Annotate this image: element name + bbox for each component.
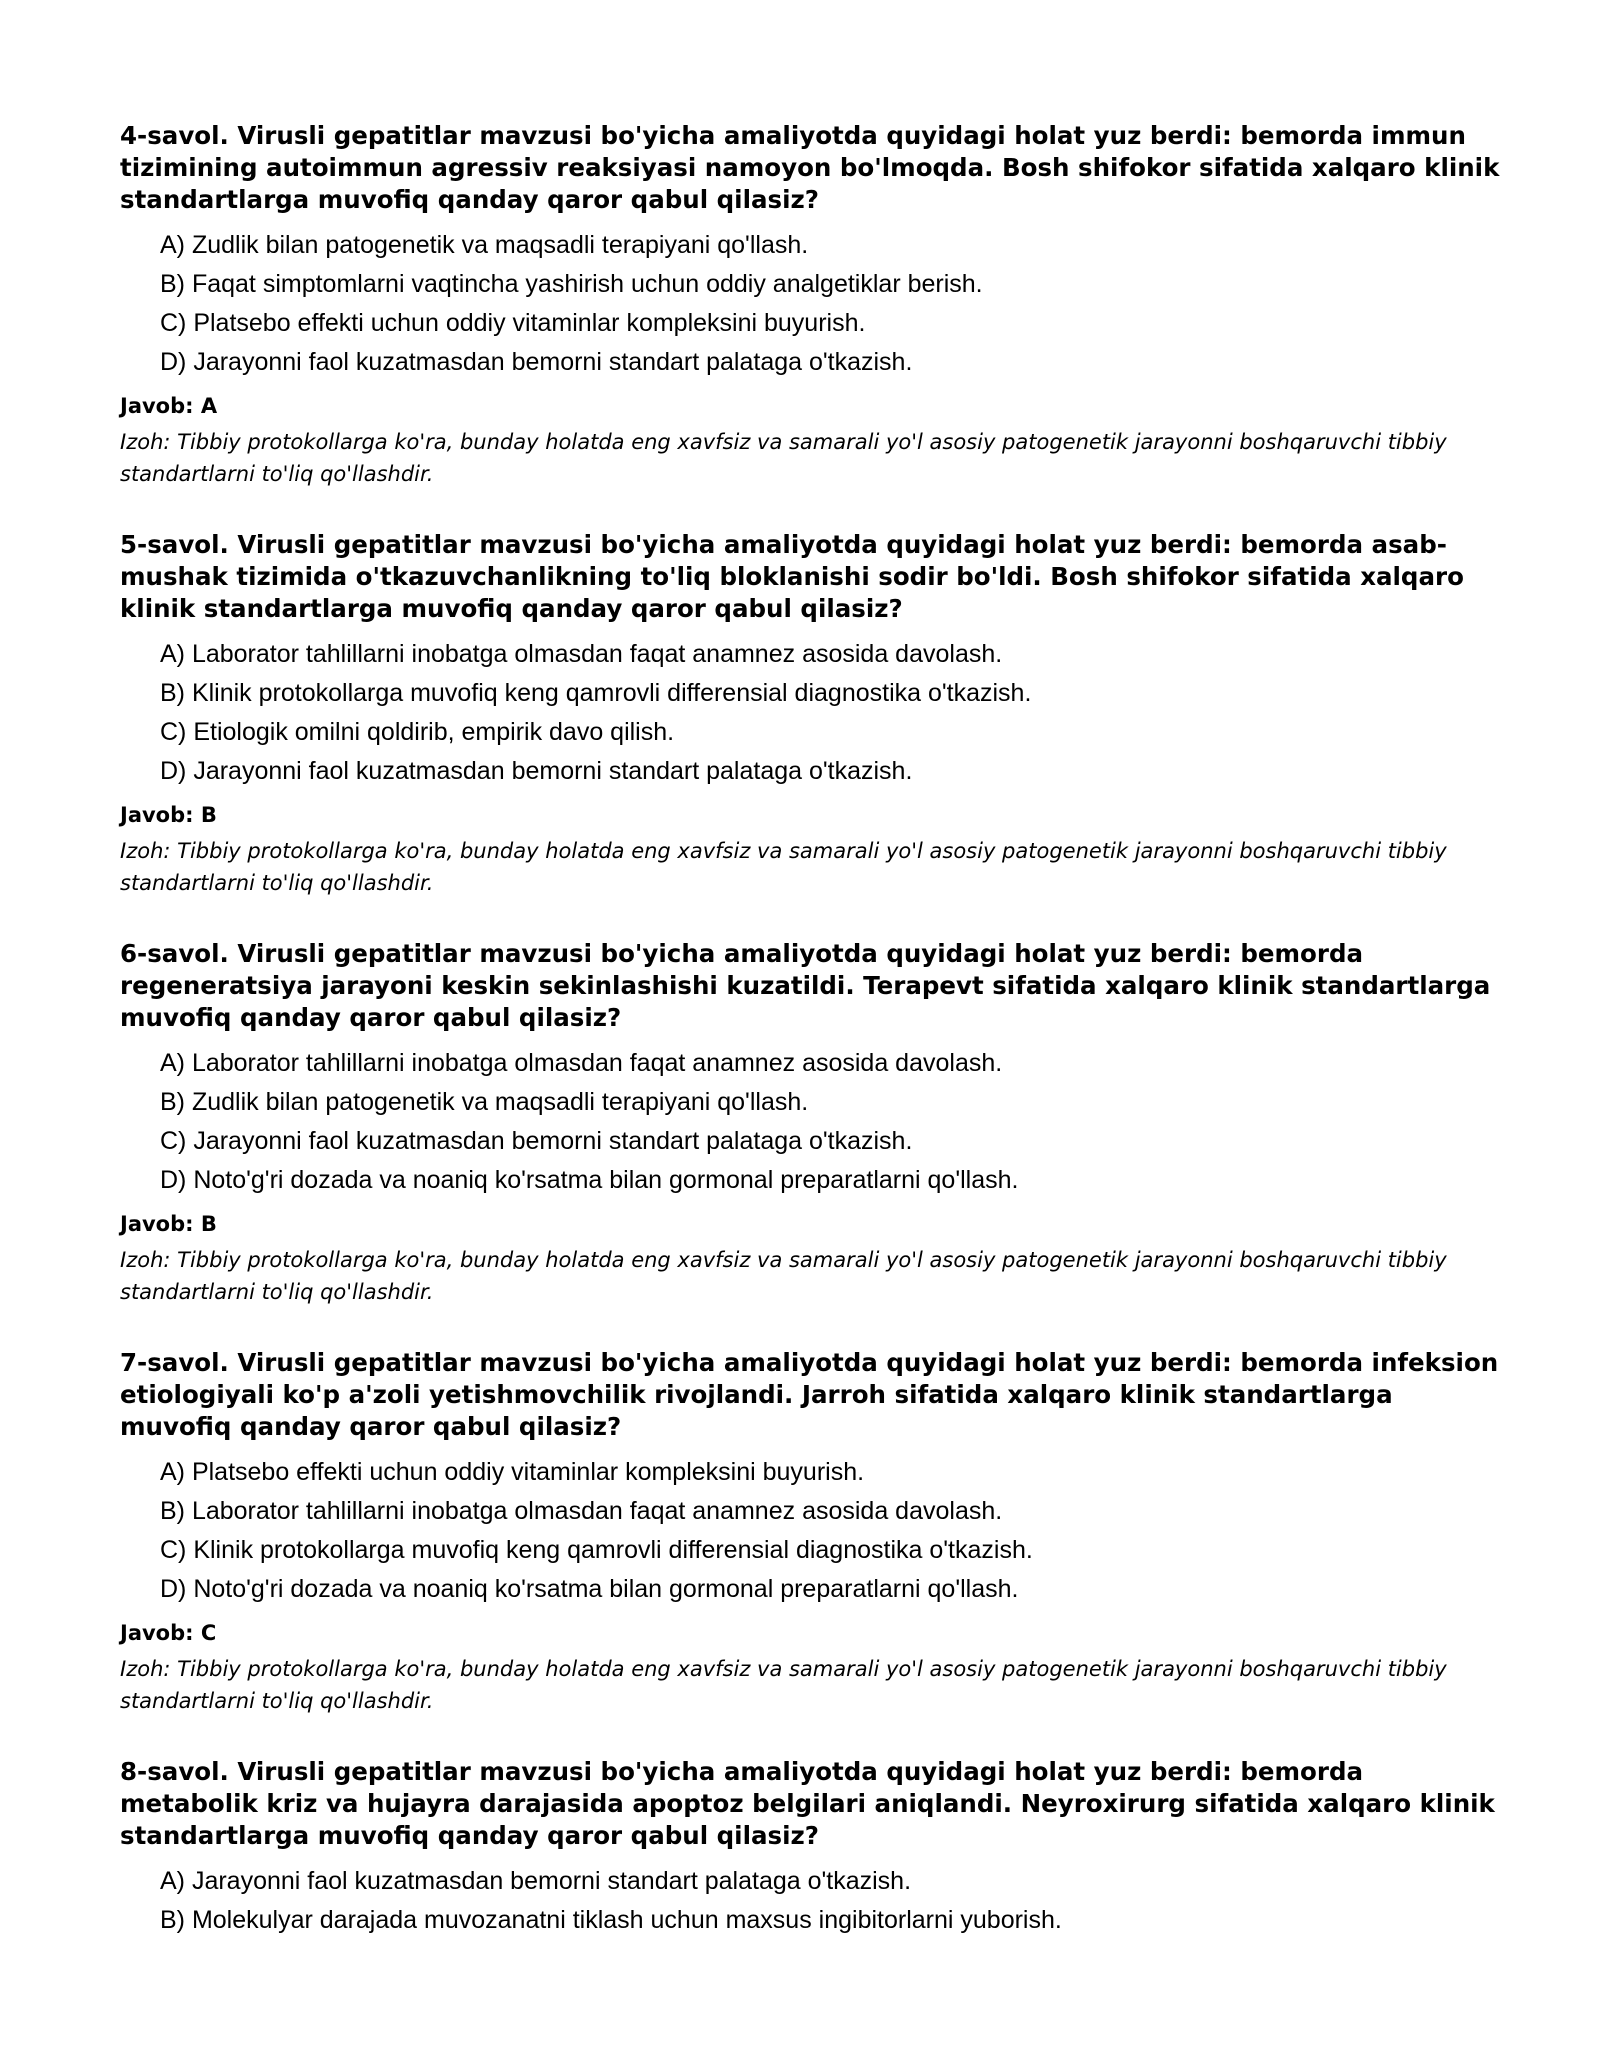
question-title: 7-savol. Virusli gepatitlar mavzusi bo'yicha amaliyotda quyidagi holat yuz berdi: bemorda infeksion etiologiyali ko'p a'zoli yetishmovchilik rivojlandi. Jarroh sifatida xalqaro klinik standartlarga muvofiq qanday qaror qabul qilasiz? [120,1348,1499,1441]
question-title: 8-savol. Virusli gepatitlar mavzusi bo'yicha amaliyotda quyidagi holat yuz berdi: bemorda metabolik kriz va hujayra darajasida apoptoz belgilari aniqlandi. Neyroxirurg sifatida xalqaro klinik standartlarga muvofiq qanday qaror qabul qilasiz? [120,1757,1495,1850]
options-list [120,1862,1500,1940]
option-a: A) Jarayonni faol kuzatmasdan bemorni standart palataga o'tkazish. [160,1867,912,1895]
option-a: A) Laborator tahlillarni inobatga olmasdan faqat anamnez asosida davolash. [160,640,1003,668]
option-b: B) Klinik protokollarga muvofiq keng qamrovli differensial diagnostika o'tkazish. [160,679,1032,707]
question-8 [120,1756,1500,1940]
question-title: 6-savol. Virusli gepatitlar mavzusi bo'yicha amaliyotda quyidagi holat yuz berdi: bemorda regeneratsiya jarayoni keskin sekinlashishi kuzatildi. Terapevt sifatida xalqaro klinik standartlarga muvofiq qanday qaror qabul qilasiz? [120,939,1491,1032]
document-page [120,120,1500,1979]
options-list [120,635,1500,791]
option-a: A) Laborator tahlillarni inobatga olmasdan faqat anamnez asosida davolash. [160,1049,1003,1077]
answer-label: Javob: C [120,1621,217,1645]
answer-label: Javob: B [120,1212,217,1236]
question-5 [120,529,1500,899]
option-d: D) Jarayonni faol kuzatmasdan bemorni standart palataga o'tkazish. [160,348,913,376]
explanation-note: Izoh: Tibbiy protokollarga ko'ra, bunday holatda eng xavfsiz va samarali yo'l asosiy patogenetik jarayonni boshqaruvchi tibbiy standartlarni to'liq qo'llashdir. [120,1248,1447,1304]
explanation-note: Izoh: Tibbiy protokollarga ko'ra, bunday holatda eng xavfsiz va samarali yo'l asosiy patogenetik jarayonni boshqaruvchi tibbiy standartlarni to'liq qo'llashdir. [120,430,1447,486]
question-title: 5-savol. Virusli gepatitlar mavzusi bo'yicha amaliyotda quyidagi holat yuz berdi: bemorda asab-mushak tizimida o'tkazuvchanlikning to'liq bloklanishi sodir bo'ldi. Bosh shifokor sifatida xalqaro klinik standartlarga muvofiq qanday qaror qabul qilasiz? [120,530,1464,623]
option-d: D) Noto'g'ri dozada va noaniq ko'rsatma bilan gormonal preparatlarni qo'llash. [160,1575,1019,1603]
explanation-note: Izoh: Tibbiy protokollarga ko'ra, bunday holatda eng xavfsiz va samarali yo'l asosiy patogenetik jarayonni boshqaruvchi tibbiy standartlarni to'liq qo'llashdir. [120,1657,1447,1713]
option-c: C) Etiologik omilni qoldirib, empirik davo qilish. [160,718,675,746]
option-d: D) Noto'g'ri dozada va noaniq ko'rsatma bilan gormonal preparatlarni qo'llash. [160,1166,1019,1194]
option-a: A) Zudlik bilan patogenetik va maqsadli terapiyani qo'llash. [160,231,809,259]
options-list [120,226,1500,382]
option-b: B) Zudlik bilan patogenetik va maqsadli terapiyani qo'llash. [160,1088,809,1116]
options-list [120,1044,1500,1200]
question-6 [120,938,1500,1308]
option-b: B) Molekulyar darajada muvozanatni tiklash uchun maxsus ingibitorlarni yuborish. [160,1906,1062,1934]
option-d: D) Jarayonni faol kuzatmasdan bemorni standart palataga o'tkazish. [160,757,913,785]
question-4 [120,120,1500,490]
explanation-note: Izoh: Tibbiy protokollarga ko'ra, bunday holatda eng xavfsiz va samarali yo'l asosiy patogenetik jarayonni boshqaruvchi tibbiy standartlarni to'liq qo'llashdir. [120,839,1447,895]
option-a: A) Platsebo effekti uchun oddiy vitaminlar kompleksini buyurish. [160,1458,865,1486]
option-b: B) Faqat simptomlarni vaqtincha yashirish uchun oddiy analgetiklar berish. [160,270,983,298]
question-7 [120,1347,1500,1717]
option-b: B) Laborator tahlillarni inobatga olmasdan faqat anamnez asosida davolash. [160,1497,1003,1525]
answer-label: Javob: A [120,394,218,418]
option-c: C) Klinik protokollarga muvofiq keng qamrovli differensial diagnostika o'tkazish. [160,1536,1033,1564]
question-title: 4-savol. Virusli gepatitlar mavzusi bo'yicha amaliyotda quyidagi holat yuz berdi: bemorda immun tizimining autoimmun agressiv reaksiyasi namoyon bo'lmoqda. Bosh shifokor sifatida xalqaro klinik standartlarga muvofiq qanday qaror qabul qilasiz? [120,121,1500,214]
option-c: C) Jarayonni faol kuzatmasdan bemorni standart palataga o'tkazish. [160,1127,913,1155]
options-list [120,1453,1500,1609]
option-c: C) Platsebo effekti uchun oddiy vitaminlar kompleksini buyurish. [160,309,866,337]
answer-label: Javob: B [120,803,217,827]
